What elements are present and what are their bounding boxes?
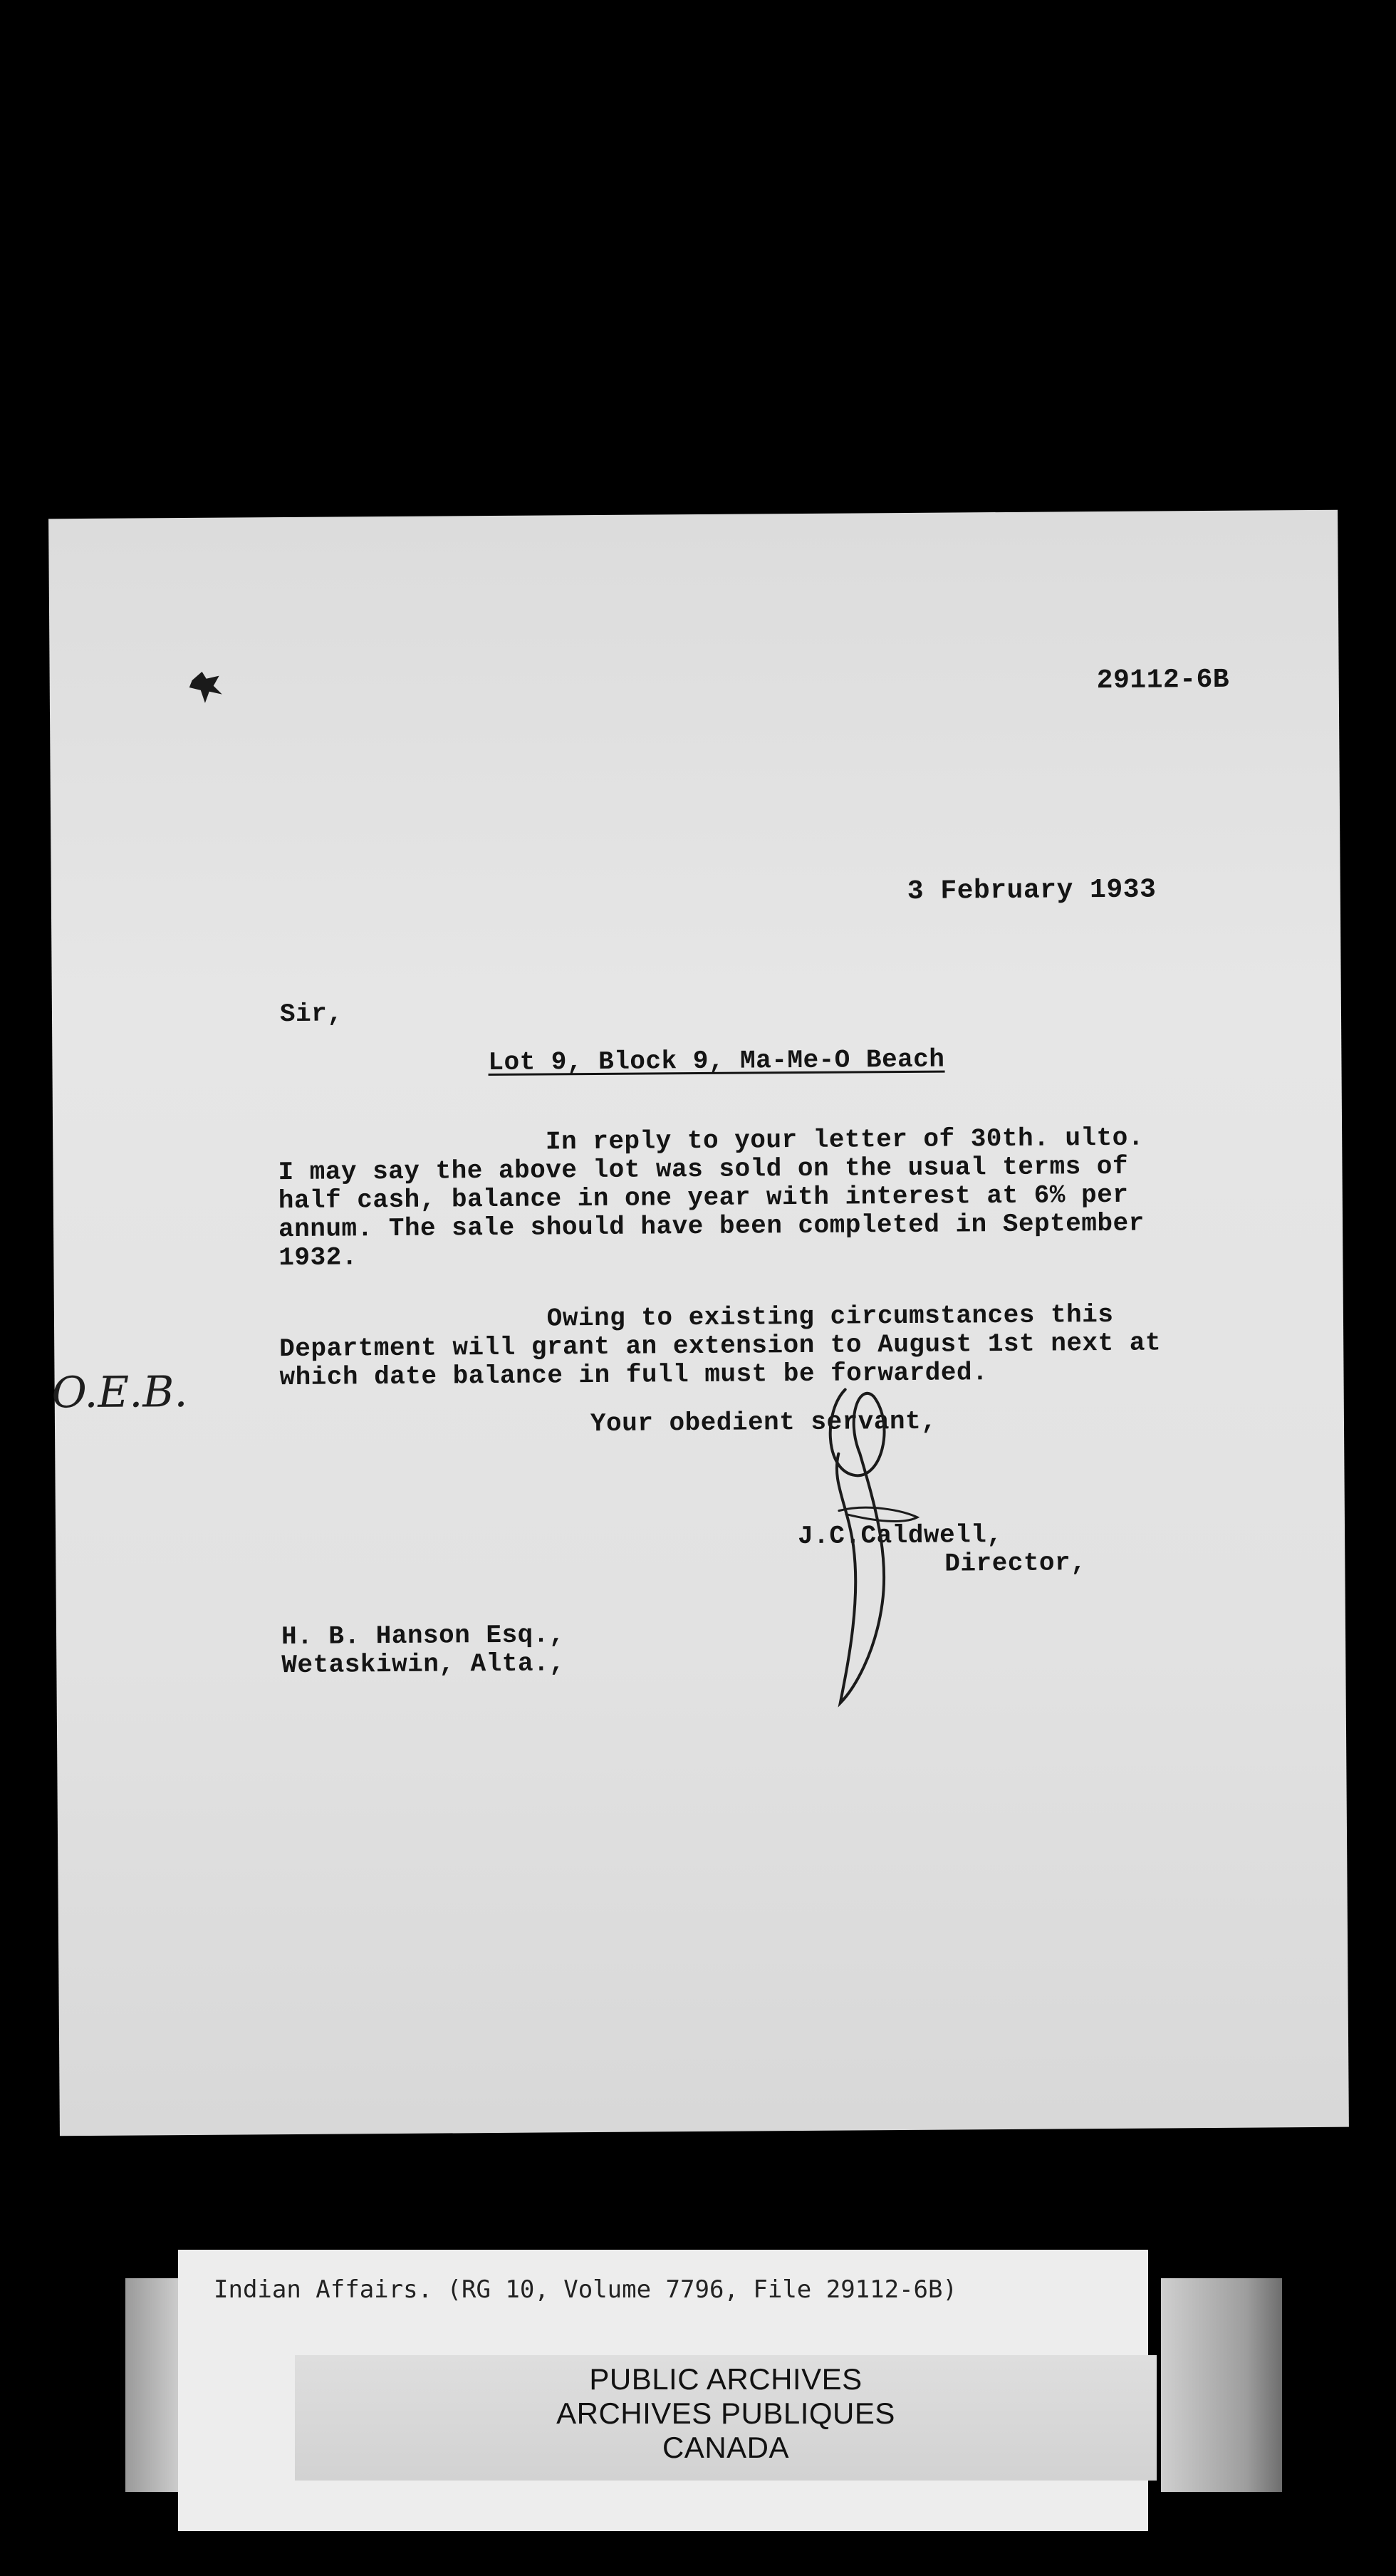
archives-line-3: CANADA bbox=[662, 2431, 790, 2464]
archive-reference: Indian Affairs. (RG 10, Volume 7796, File 29112-6B) bbox=[214, 2275, 957, 2304]
label-edge-right bbox=[1161, 2278, 1282, 2492]
margin-initials: O.E.B. bbox=[51, 1367, 188, 1418]
closing: Your obedient servant, bbox=[590, 1406, 937, 1439]
signer-name: J.C.Caldwell, bbox=[797, 1520, 1003, 1552]
letter-date: 3 February 1933 bbox=[907, 874, 1157, 907]
subject-line: Lot 9, Block 9, Ma-Me-O Beach bbox=[488, 1044, 945, 1078]
body-paragraph-1: In reply to your letter of 30th. ulto. I may say the above lot was sold on the usual terms of half cash, balance in one year with interest at 6% per annum. The sale should have been completed in September 1932. bbox=[278, 1123, 1145, 1273]
addressee: H. B. Hanson Esq., Wetaskiwin, Alta., bbox=[281, 1620, 566, 1681]
handwritten-signature bbox=[795, 1368, 939, 1710]
body-paragraph-2: Owing to existing circumstances this Department will grant an extension to August 1st next at which date balance in full must be forwarded. bbox=[278, 1299, 1162, 1393]
salutation: Sir, bbox=[279, 999, 343, 1029]
signer-title: Director, bbox=[944, 1548, 1087, 1579]
archives-stamp bbox=[295, 2355, 1157, 2481]
file-number: 29112-6B bbox=[1096, 664, 1230, 697]
letter-page bbox=[48, 510, 1349, 2136]
archives-line-1: PUBLIC ARCHIVES bbox=[589, 2362, 863, 2396]
archives-line-2: ARCHIVES PUBLIQUES bbox=[556, 2396, 895, 2430]
ink-blot-mark bbox=[185, 666, 228, 706]
